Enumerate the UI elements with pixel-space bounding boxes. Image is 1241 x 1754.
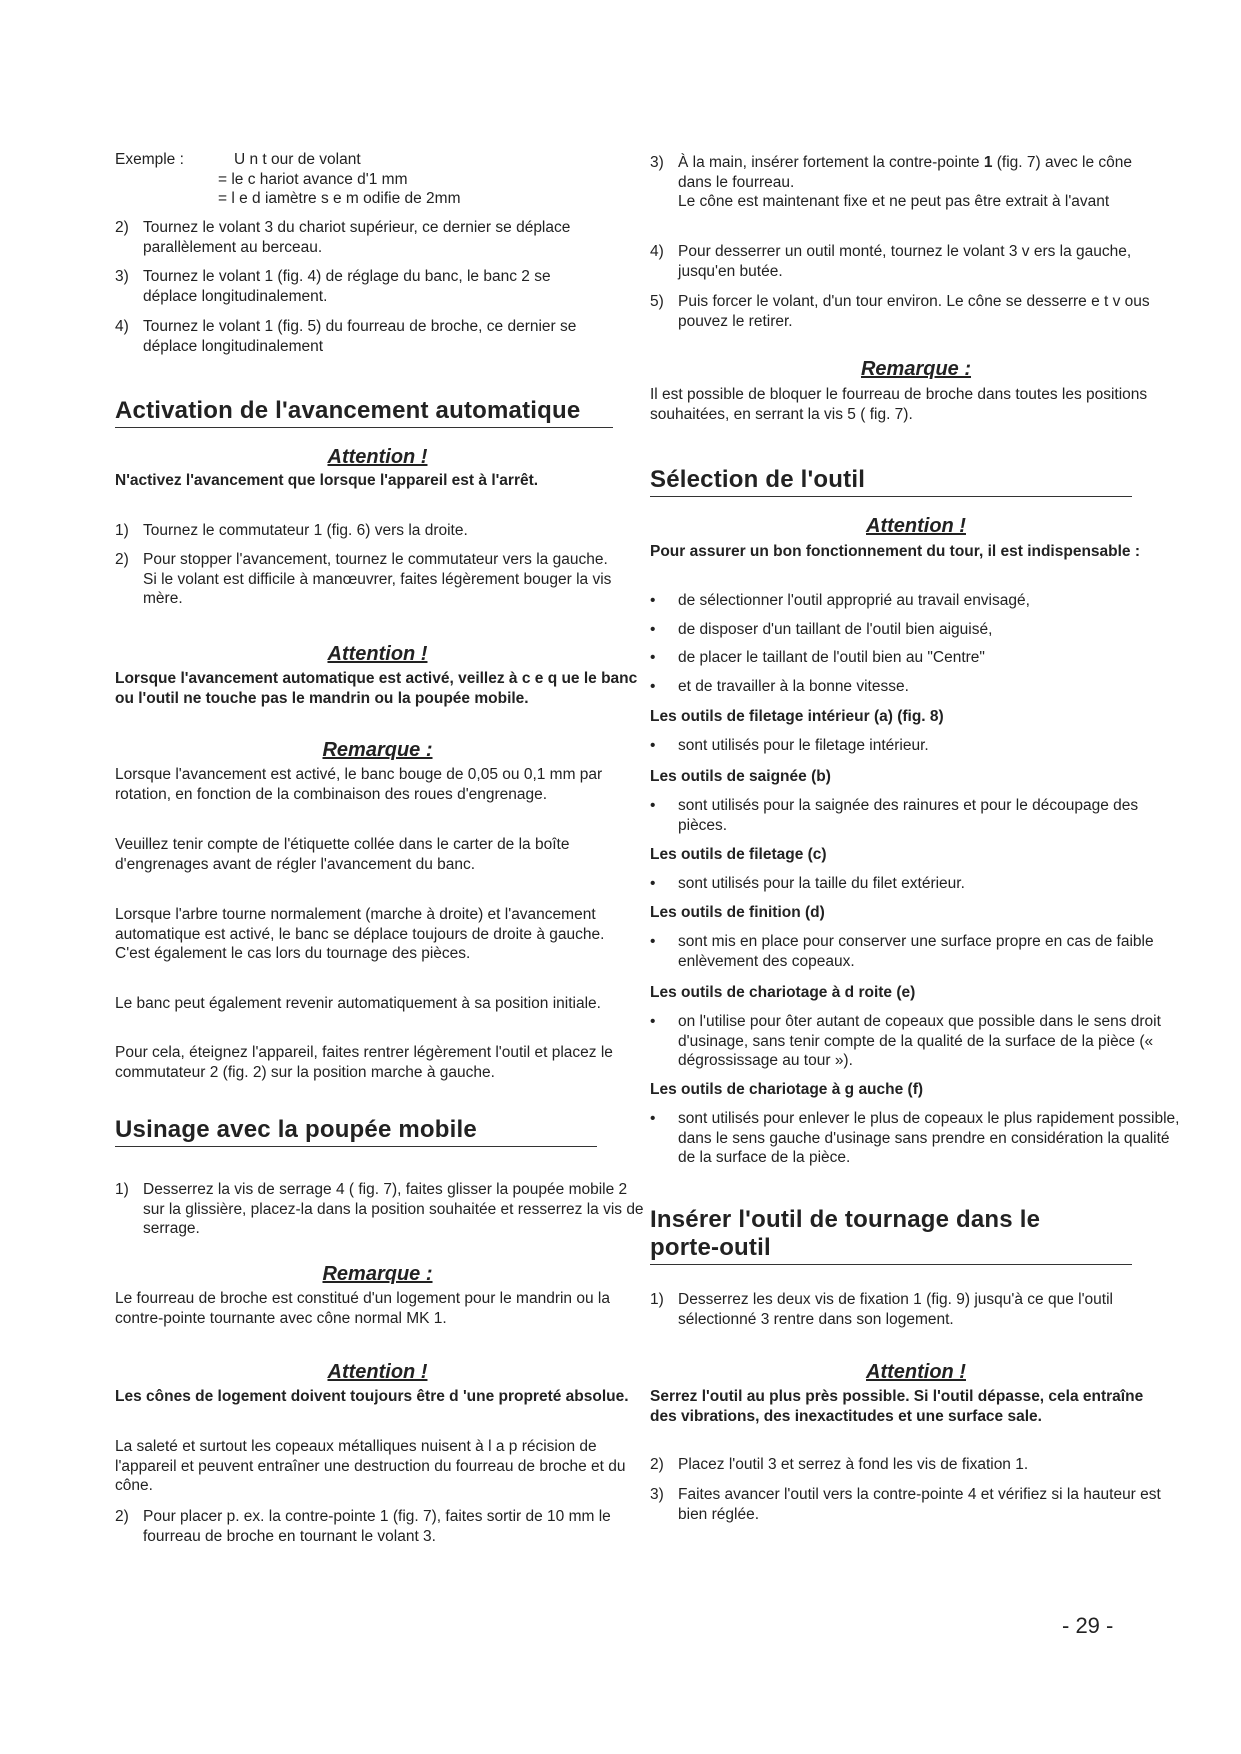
attention-title: Attention ! bbox=[866, 1361, 966, 1383]
bullet-list bbox=[650, 591, 1182, 696]
attention-title: Attention ! bbox=[866, 515, 966, 537]
tool-type-desc bbox=[650, 932, 1165, 971]
section-title: Activation de l'avancement automatique bbox=[115, 397, 581, 424]
attention-title: Attention ! bbox=[327, 1361, 428, 1383]
list-item: 1) Desserrez les deux vis de fixation 1 (fig. 9) jusqu'à ce que l'outil sélectionné 3 rentre dans son logement. bbox=[650, 1291, 1113, 1328]
page-number: - 29 - bbox=[1062, 1613, 1114, 1638]
step-note: Si le volant est difficile à manœuvrer, faites légèrement bouger la vis mère. bbox=[143, 570, 612, 607]
list-item: • sont mis en place pour conserver une surface propre en cas de faible enlèvement des copeaux. bbox=[650, 933, 1154, 970]
tool-type-title: Les outils de saignée (b) bbox=[650, 768, 831, 785]
numbered-step bbox=[650, 292, 1165, 331]
remark-title: Remarque : bbox=[860, 358, 972, 380]
attention-text: Lorsque l'avancement automatique est activé, veillez à c e q ue le banc ou l'outil ne touche pas le mandrin ou la poupée mobile. bbox=[115, 670, 638, 707]
list-item: • et de travailler à la bonne vitesse. bbox=[650, 677, 909, 695]
example-line: U n t our de volant bbox=[234, 151, 361, 168]
list-item: 2) Tournez le volant 3 du chariot supérieur, ce dernier se déplace parallèlement au berceau. bbox=[115, 219, 571, 256]
list-item: 1) Desserrez la vis de serrage 4 ( fig. 7), faites glisser la poupée mobile 2 sur la glissière, placez-la dans la position souhaitée et resserrez la vis de serrage. bbox=[115, 1181, 644, 1237]
numbered-step bbox=[115, 1507, 615, 1546]
intro-steps bbox=[115, 317, 605, 356]
section-heading bbox=[650, 466, 1132, 497]
list-item: 2) Pour stopper l'avancement, tournez le commutateur vers la gauche. bbox=[115, 551, 608, 568]
numbered-step bbox=[650, 1455, 1165, 1475]
example-label: Exemple : bbox=[115, 151, 184, 168]
numbered-step bbox=[115, 1180, 645, 1239]
section-heading bbox=[115, 1116, 597, 1147]
example-line: = le c hariot avance d'1 mm bbox=[218, 170, 408, 188]
paragraph: Veuillez tenir compte de l'étiquette collée dans le carter de la boîte d'engrenages avant de régler l'avancement du banc. bbox=[115, 836, 570, 873]
tool-type-title: Les outils de chariotage à g auche (f) bbox=[650, 1081, 924, 1098]
numbered-step bbox=[650, 242, 1165, 281]
paragraph: Pour cela, éteignez l'appareil, faites rentrer légèrement l'outil et placez le commutateur 2 (fig. 2) sur la position marche à gauche. bbox=[115, 1044, 613, 1081]
numbered-step bbox=[650, 153, 1165, 212]
attention-text: Serrez l'outil au plus près possible. Si l'outil dépasse, cela entraîne des vibrations, des inexactitudes et une surface sale. bbox=[650, 1388, 1144, 1425]
list-item: 2) Pour placer p. ex. la contre-pointe 1 (fig. 7), faites sortir de 10 mm le fourreau de broche en tournant le volant 3. bbox=[115, 1508, 611, 1545]
tool-type-desc bbox=[650, 1109, 1182, 1168]
list-item: 4) Tournez le volant 1 (fig. 5) du fourreau de broche, ce dernier se déplace longitudinalement bbox=[115, 318, 577, 355]
list-item: • de placer le taillant de l'outil bien au "Centre" bbox=[650, 649, 985, 666]
remark-text: Il est possible de bloquer le fourreau de broche dans toutes les positions souhaitées, en serrant la vis 5 ( fig. 7). bbox=[650, 386, 1148, 423]
list-item: 3) Tournez le volant 1 (fig. 4) de réglage du banc, le banc 2 se déplace longitudinalement. bbox=[115, 268, 551, 305]
list-item: 4) Pour desserrer un outil monté, tournez le volant 3 v ers la gauche, jusqu'en butée. bbox=[650, 243, 1132, 280]
list-item: • sont utilisés pour la taille du filet extérieur. bbox=[650, 875, 965, 892]
attention-title: Attention ! bbox=[327, 643, 428, 665]
tool-type-title: Les outils de filetage (c) bbox=[650, 846, 827, 863]
attention-text: Pour assurer un bon fonctionnement du tour, il est indispensable : bbox=[650, 543, 1141, 560]
tool-type-desc bbox=[650, 874, 1182, 894]
paragraph: La saleté et surtout les copeaux métalliques nuisent à l a p récision de l'appareil et peuvent entraîner une destruction du fourreau de broche et du cône. bbox=[115, 1438, 626, 1494]
remark-text: Lorsque l'avancement est activé, le banc bouge de 0,05 ou 0,1 mm par rotation, en fonction de la combinaison des roues d'engrenage. bbox=[115, 766, 603, 803]
numbered-step bbox=[650, 1290, 1165, 1329]
tool-type-title: Les outils de finition (d) bbox=[650, 904, 825, 921]
tool-type-title: Les outils de chariotage à d roite (e) bbox=[650, 984, 916, 1001]
remark-title: Remarque : bbox=[322, 1263, 433, 1285]
list-item: 3) Faites avancer l'outil vers la contre-pointe 4 et vérifiez si la hauteur est bien réglée. bbox=[650, 1486, 1161, 1523]
list-item: • sont utilisés pour enlever le plus de copeaux le plus rapidement possible, dans le sens gauche d'usinage sans prendre en considération la qualité de la surface de la pièce. bbox=[650, 1110, 1180, 1166]
list-item: 2) Placez l'outil 3 et serrez à fond les vis de fixation 1. bbox=[650, 1456, 1029, 1473]
attention-text: Les cônes de logement doivent toujours être d 'une propreté absolue. bbox=[115, 1388, 629, 1405]
numbered-step bbox=[115, 521, 625, 541]
section-title: Usinage avec la poupée mobile bbox=[115, 1116, 477, 1143]
remark-text: Le fourreau de broche est constitué d'un logement pour le mandrin ou la contre-pointe tournante avec cône normal MK 1. bbox=[115, 1290, 610, 1327]
section-title-line2: porte-outil bbox=[650, 1234, 771, 1261]
section-title-line1: Insérer l'outil de tournage dans le bbox=[650, 1206, 1041, 1233]
intro-steps bbox=[115, 267, 605, 306]
intro-steps bbox=[115, 218, 605, 257]
list-item: 1) Tournez le commutateur 1 (fig. 6) vers la droite. bbox=[115, 522, 468, 539]
tool-type-title: Les outils de filetage intérieur (a) (fig. 8) bbox=[650, 708, 944, 725]
section-heading bbox=[115, 397, 613, 428]
tool-type-desc bbox=[650, 736, 1182, 756]
step-note: Le cône est maintenant fixe et ne peut pas être extrait à l'avant bbox=[678, 193, 1110, 210]
tool-type-desc bbox=[650, 1012, 1165, 1071]
section-title: Sélection de l'outil bbox=[650, 466, 866, 493]
list-item: • on l'utilise pour ôter autant de copeaux que possible dans le sens droit d'usinage, sans tenir compte de la qualité de la surface de la pièce (« dégrossissage au tour »). bbox=[650, 1013, 1161, 1069]
attention-title: Attention ! bbox=[327, 446, 428, 468]
paragraph: Le banc peut également revenir automatiquement à sa position initiale. bbox=[115, 995, 601, 1012]
list-item: • de sélectionner l'outil approprié au travail envisagé, bbox=[650, 592, 1030, 609]
list-item: 5) Puis forcer le volant, d'un tour environ. Le cône se desserre e t v ous pouvez le retirer. bbox=[650, 293, 1150, 330]
example-line: = l e d iamètre s e m odifie de 2mm bbox=[218, 190, 461, 207]
numbered-step bbox=[115, 550, 625, 609]
list-item: • de disposer d'un taillant de l'outil bien aiguisé, bbox=[650, 620, 993, 638]
numbered-step bbox=[650, 1485, 1165, 1524]
paragraph: Lorsque l'arbre tourne normalement (marche à droite) et l'avancement automatique est activé, le banc se déplace toujours de droite à gauche. C'est également le cas lors du tournage des pièces. bbox=[115, 906, 605, 962]
remark-title: Remarque : bbox=[322, 739, 433, 761]
list-item: • sont utilisés pour le filetage intérieur. bbox=[650, 737, 929, 754]
list-item: 3) À la main, insérer fortement la contre-pointe 1 (fig. 7) avec le cône dans le fourreau. bbox=[650, 154, 1133, 191]
list-item: • sont utilisés pour la saignée des rainures et pour le découpage des pièces. bbox=[650, 797, 1139, 834]
attention-text: N'activez l'avancement que lorsque l'appareil est à l'arrêt. bbox=[115, 472, 539, 489]
section-heading bbox=[650, 1206, 1132, 1265]
tool-type-desc bbox=[650, 796, 1165, 835]
